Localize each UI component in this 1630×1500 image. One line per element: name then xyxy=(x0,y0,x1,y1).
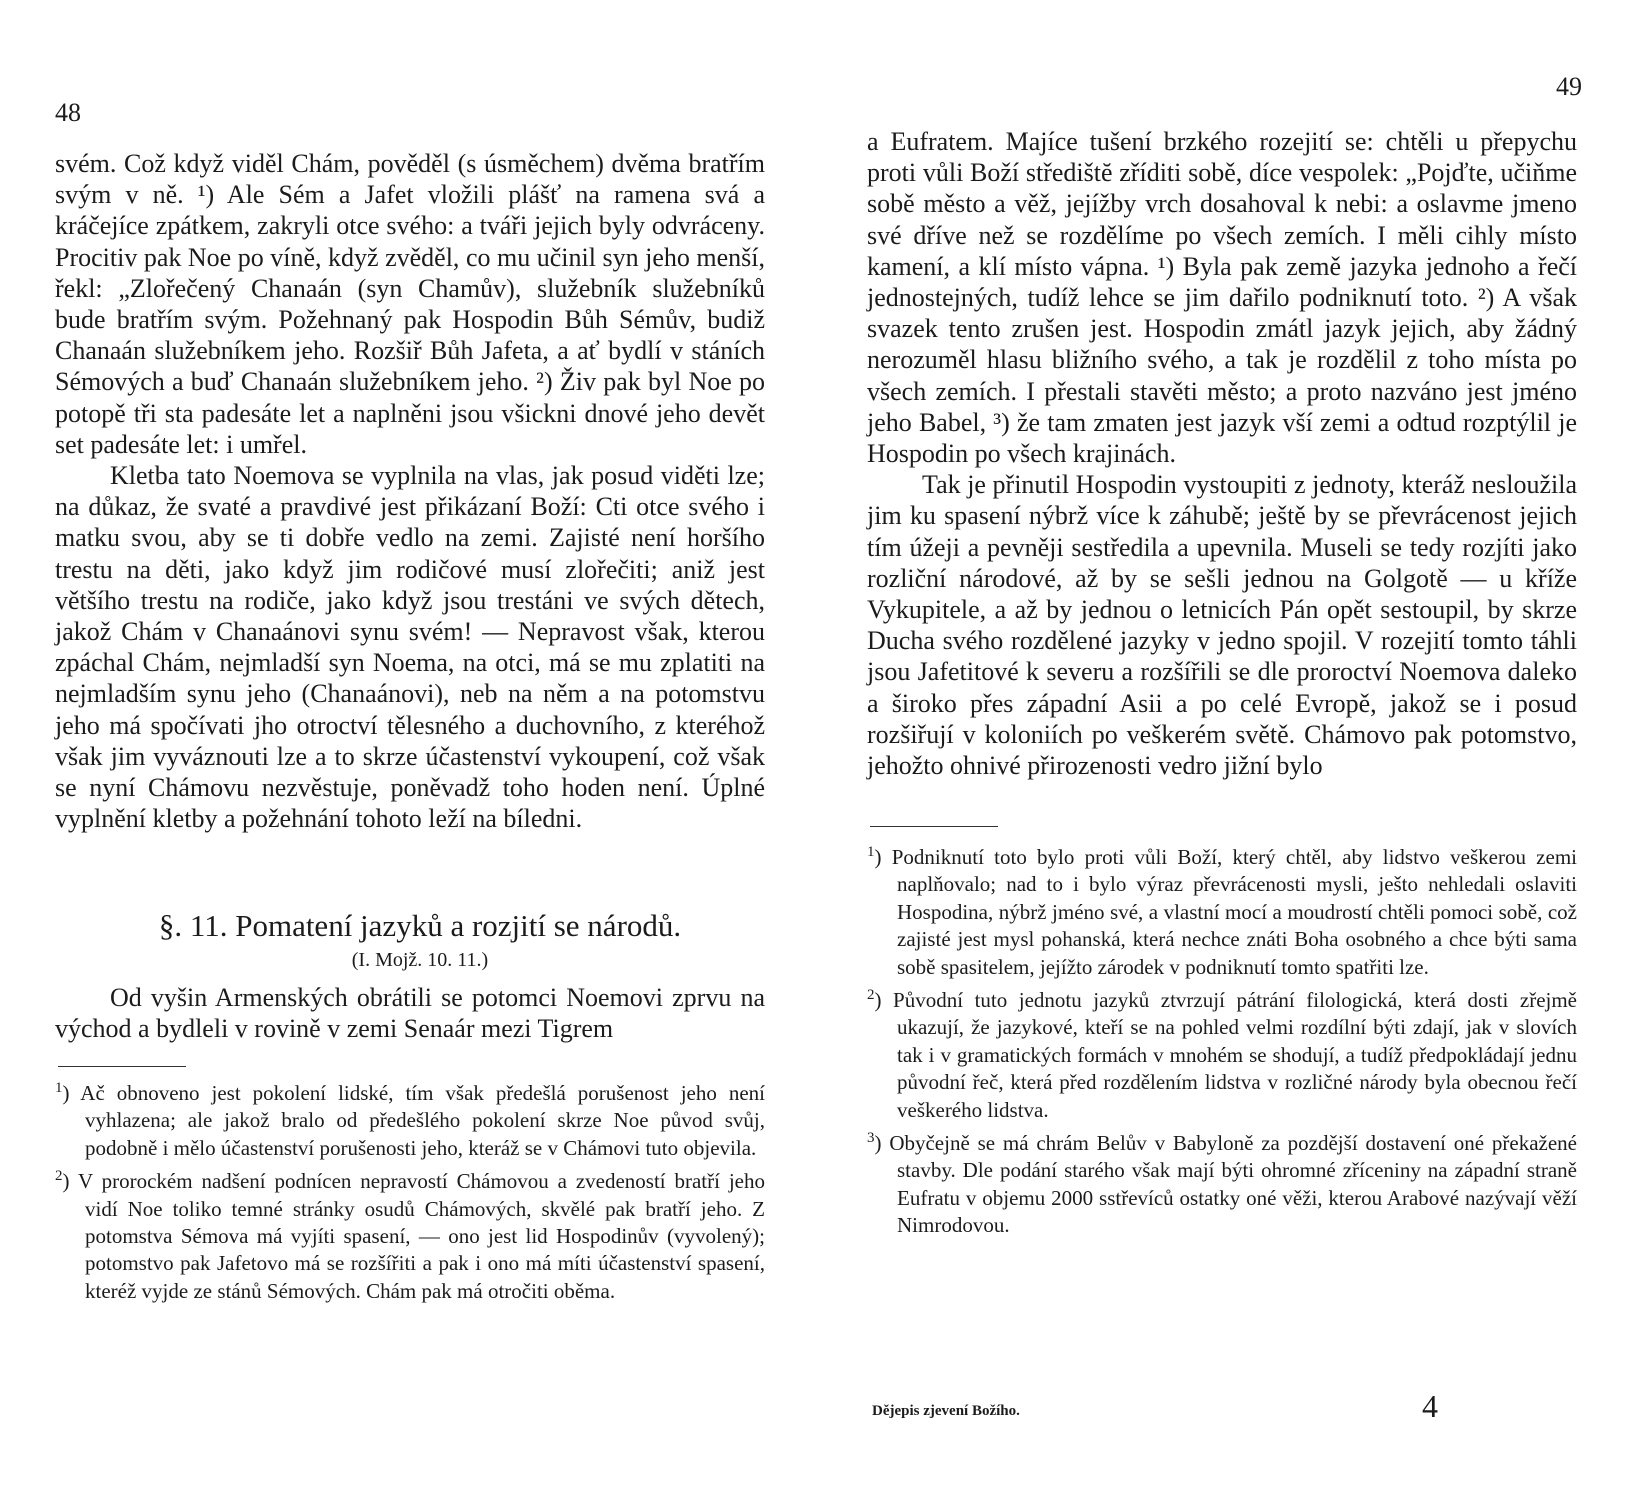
page-number: 48 xyxy=(55,98,81,127)
left-page xyxy=(50,0,770,1500)
footnote: $^2$) Původní tuto jednotu jazyků ztvrzují pátrání filologická, která dosti zřejmě ukazují, že jazykové, kteří se na pohled velmi rozdílní býti zdají, jak v slovích tak i v gramatických formách v mnohém se shodují, a tudíž předpokládají jednu původní řeč, která před rozdělením lidstva v rozličné národy byla obecnou řečí veškerého lidstva. xyxy=(867,987,1578,1122)
section-heading: §. 11. Pomatení jazyků a rozjití se národů. xyxy=(158,908,682,943)
footnote-text: Podniknutí toto bylo proti vůli Boží, který chtěl, aby lidstvo veškerou zemi naplňovalo; nad to i bylo výraz převrácenosti mysli, ještо nehledali oslaviti Hospodina, nýbrž jméno své, a vlastní mocí a moudrostí chtěli pomoci sobě, což zajisté jest mysl pohanská, která nechce znáti Boha osobného a chce býti sama sobě spasitelem, jejížto zárodek v podniknutí tomto spatřiti lze. xyxy=(891,845,1577,979)
footnote-text: Obyčejně se má chrám Belův v Babyloně za pozdější dostavení oné překažené stavby. Dle podání starého však mají býti ohromné zříceniny na západní straně Eufratu v objemu 2000 sstřevíců ostatky oné věži, kterou Arabové nazývají věží Nimrodovou. xyxy=(889,1131,1577,1238)
paragraph: Od vyšin Armenských obrátili se potomci Noemovi zprvu na východ a bydleli v rovině v zemi Senaár mezi Tigrem xyxy=(55,983,765,1044)
signature-mark: Dějepis zjevení Božího. xyxy=(872,1403,1020,1419)
paragraph: Tak je přinutil Hospodin vystoupiti z jednoty, kteráž nesloužila jim ku spasení nýbrž více k záhubě; ještě by se převrácenost jejich tím úžeji a pevněji sestředila a upevnila. Museli se tedy rozjíti jako rozliční národové, až by se sešli jednou na Golgotě — u kříže Vykupitele, a až by jednou o letnicích Pán opět sestoupil, by skrze Ducha svého rozdělené jazyky v jedno spojil. V rozejití tomto táhli jsou Jafetitové k severu a rozšířili se dle proroctví Noemova daleko a široko přes západní Asii a po celé Evropě, jakož se i posud rozšiřují v koloniích po veškerém světě. Chámovo pak potomstvo, jehožto ohnivé přirozenosti vedro jižní bylo xyxy=(867,470,1577,781)
footnote-marker: 3 xyxy=(867,1130,875,1147)
body-text xyxy=(55,148,765,834)
footnote-marker: 2 xyxy=(55,1168,63,1185)
footnote-text: Ač obnoveno jest pokolení lidské, tím však předešlá porušenost jeho není vyhlazena; ale jakož bralo od předešlého pokolení skrze Noe původ svůj, podobně i mělo účastenství porušenosti jeho, kteráž se v Chámovi tuto objevila. xyxy=(80,1081,765,1160)
footnote-divider xyxy=(58,1066,186,1067)
footnotes xyxy=(867,844,1577,1246)
footnote-marker: 1 xyxy=(867,844,875,860)
footnote-text: Původní tuto jednotu jazyků ztvrzují pátrání filologická, která dosti zřejmě ukazují, že jazykové, kteří se na pohled velmi rozdílní býti zdají, jak v slovích tak i v gramatických formách v mnohém se shodují, a tudíž předpokládají jednu původní řeč, která před rozdělením lidstva v rozličné národy byla obecnou řečí veškerého lidstva. xyxy=(893,988,1578,1122)
paragraph: Kletba tato Noemova se vyplnila na vlas, jak posud viděti lze; na důkaz, že svaté a pravdivé jest přikázaní Boží: Cti otce svého i matku svou, aby se ti dobře vedlo na zemi. Zajisté není horšího trestu na děti, jako když jim rodičové musí zlořečiti; aniž jest většího trestu na rodiče, jako když jsou trestáni ve svých dětech, jakož Chám v Chanaánovi synu svém! — Nepravost však, kterou zpáchal Chám, nejmladší syn Noema, na otci, má se mu zplatiti na nejmladším synu jeho (Chanaánovi), neb na něm a na potomstvu jeho má spočívati jho otroctví tělesného a duchovního, z kteréhož však jim vyváznouti lze a to skrze účastenství vykoupení, což však se nyní Chámovu nezvěstuje, poněvadž toho hoden není. Úplné vyplnění kletby a požehnání tohoto leží na bíledni. xyxy=(55,461,765,834)
body-text xyxy=(867,126,1577,781)
footnote: $^1$) Podniknutí toto bylo proti vůli Boží, který chtěl, aby lidstvo veškerou zemi naplňovalo; nad to i bylo výraz převrácenosti mysli, ještо nehledali oslaviti Hospodina, nýbrž jméno své, a vlastní mocí a moudrostí chtěli pomoci sobě, což zajisté jest mysl pohanská, která nechce znáti Boha osobného a chce býti sama sobě spasitelem, jejížto zárodek v podniknutí tomto spatřiti lze. xyxy=(867,844,1577,979)
footnote: $^3$) Obyčejně se má chrám Belův v Babyloně za pozdější dostavení oné překažené stavby. Dle podání starého však mají býti ohromné zříceniny na západní straně Eufratu v objemu 2000 sstřevíců ostatky oné věži, kterou Arabové nazývají věží Nimrodovou. xyxy=(867,1130,1577,1238)
paragraph: a Eufratem. Majíce tušení brzkého rozejití se: chtěli u přepychu proti vůli Boží středištĕ zříditi sobě, díce vespolek: „Pojďte, učiňme sobě město a věž, jejížby vrch dosahoval k nebi: a oslavme jmeno své dříve než se rozdělíme po všech zemích. I měli cihly místo kamení, a klí místo vápna. ¹) Byla pak země jazyka jednoho a řečí jednostejných, tudíž lehce se jim dařilo podniknutí toto. ²) A však svazek tento zrušen jest. Hospodin zmátl jazyk jejich, aby žádný nerozuměl hlasu bližního svého, a tak je rozdělil z toho místa po všech zemích. I přestali stavěti město; a proto nazváno jest jméno jeho Babel, ³) že tam zmaten jest jazyk vší zemi a odtud rozptýlil je Hospodin po všech krajinách. xyxy=(867,127,1577,469)
page-number: 49 xyxy=(1556,72,1582,101)
section-reference: (I. Mojž. 10. 11.) xyxy=(351,949,489,971)
footnote-marker: 2 xyxy=(867,987,875,1004)
footnote-marker: 1 xyxy=(55,1080,63,1096)
footnote-divider xyxy=(870,826,998,827)
paragraph: svém. Což když viděl Chám, pověděl (s úsměchem) dvěma bratřím svým v ně. ¹) Ale Sém a Jafet vložili plášť na ramena svá a kráčejíce zpátkem, zakryli otce svého: a tváři jejich byly odvráceny. Procitiv pak Noe po víně, když zvěděl, co mu učinil syn jeho menší, řekl: „Zlořečený Chanaán (syn Chamův), služebník služebníků bude bratřím svým. Požehnaný pak Hospodin Bůh Sémův, budiž Chanaán služebníkem jeho. Rozšiř Bůh Jafeta, a ať bydlí v stáních Sémových a buď Chanaán služebníkem jeho. ²) Živ pak byl Noe po potopě tři sta padesáte let a naplněni jsou všickni dnové jeho devět set padesáte let: i umřel. xyxy=(55,149,765,459)
section-header xyxy=(70,906,770,974)
footnote: $^2$) V prorockém nadšení podnícen nepravostí Chámovou a zvedeností bratří jeho vidí Noe toliko temné stránky osudů Chámových, skvělé pak bratří jeho. Z potomstva Sémova má vyjíti spasení, — ono jest lid Hospodinův (vyvolený); potomstvo pak Jafetovo má se rozšířiti a pak i ono má míti účastenství spasení, kteréž vyjde ze stánů Sémových. Chám pak má otročiti oběma. xyxy=(55,1168,765,1303)
footnote: $^1$) Ač obnoveno jest pokolení lidské, tím však předešlá porušenost jeho není vyhlazena; ale jakož bralo od předešlého pokolení skrze Noe původ svůj, podobně i mělo účastenství porušenosti jeho, kteráž se v Chámovi tuto objevila. xyxy=(55,1080,765,1160)
right-page xyxy=(862,0,1582,1500)
footnote-text: V prorockém nadšení podnícen nepravostí Chámovou a zvedeností bratří jeho vidí Noe toliko temné stránky osudů Chámových, skvělé pak bratří jeho. Z potomstva Sémova má vyjíti spasení, — ono jest lid Hospodinův (vyvolený); potomstvo pak Jafetovo má se rozšířiti a pak i ono má míti účastenství spasení, kteréž vyjde ze stánů Sémových. Chám pak má otročiti oběma. xyxy=(77,1169,765,1303)
footnotes xyxy=(55,1080,765,1311)
body-text xyxy=(55,982,765,1044)
signature-number: 4 xyxy=(1422,1388,1438,1424)
